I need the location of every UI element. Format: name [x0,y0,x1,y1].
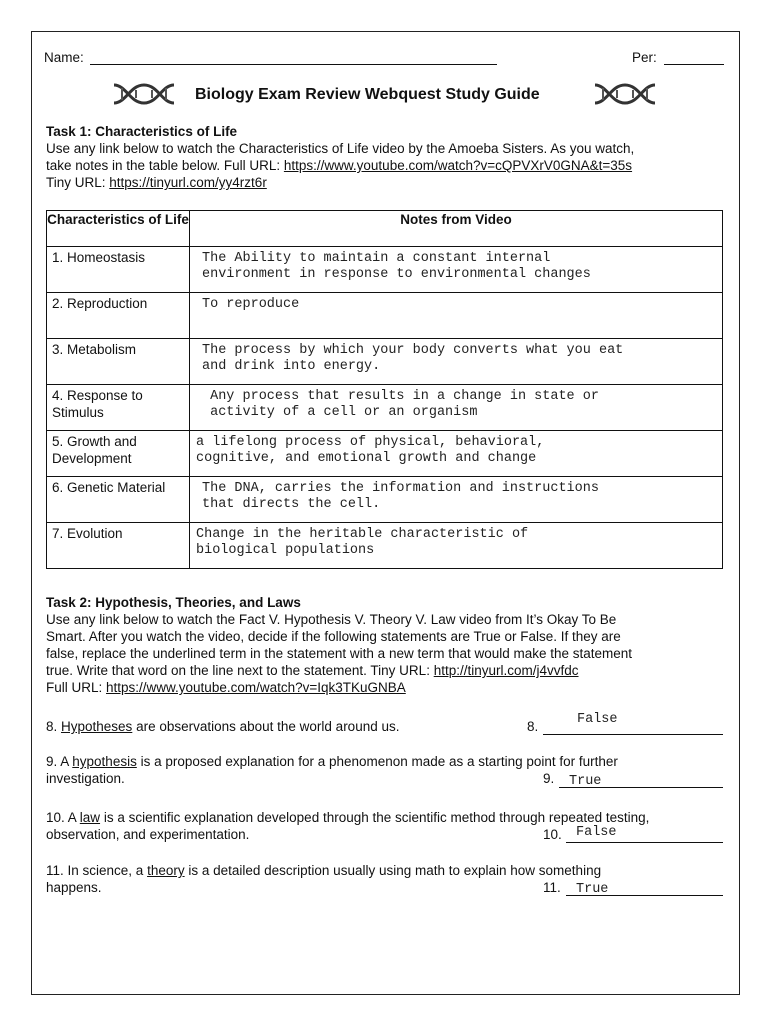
characteristic-cell [47,385,190,431]
handwritten-note: The Ability to maintain a constant internal environment in response to environmental changes [202,251,591,282]
task1-tiny-url-link[interactable]: https://tinyurl.com/yy4rzt6r [109,175,267,190]
task2-full-url-line [46,679,406,696]
question-11 [46,862,601,879]
underlined-term: law [79,810,101,825]
notes-cell[interactable] [190,523,723,569]
notes-cell[interactable] [190,477,723,523]
full-url-label: Full URL: [46,680,107,695]
notes-cell[interactable] [190,385,723,431]
characteristic-label: 7. Evolution [52,526,123,541]
worksheet-page [31,31,740,995]
question-number: 8. [46,719,62,734]
column-header-characteristics: Characteristics of Life [47,211,190,247]
dna-icon [112,81,176,107]
question-10 [46,809,649,826]
answer-9-value: True [569,774,602,789]
handwritten-note: Any process that results in a change in state or activity of a cell or an organism [210,389,599,420]
characteristic-cell [47,293,190,339]
question-9-cont: investigation. [46,771,125,786]
table-row [47,339,723,385]
characteristic-label: 2. Reproduction [52,296,148,311]
task2-instructions-2: Smart. After you watch the video, decide if the following statements are True or False. If they are [46,629,621,644]
period-line [664,64,724,65]
question-number: 11. In science, a [46,863,148,878]
handwritten-note: The DNA, carries the information and instructions that directs the cell. [202,481,599,512]
name-line [90,64,497,65]
task2-tiny-url-link[interactable]: http://tinyurl.com/j4vvfdc [433,663,579,678]
task1-instructions: Use any link below to watch the Characteristics of Life video by the Amoeba Sisters. As you watch, [46,141,635,156]
task1-instructions-2 [46,157,632,174]
dna-icon [593,81,657,107]
underlined-term: hypothesis [72,754,137,769]
task2-full-url-link[interactable]: https://www.youtube.com/watch?v=Iqk3TKuGNBA [106,680,406,695]
question-number: 10. A [46,810,80,825]
characteristic-cell [47,431,190,477]
question-text: are observations about the world around us. [132,719,400,734]
table-row [47,293,723,339]
page-title: Biology Exam Review Webquest Study Guide [195,86,540,103]
handwritten-note: To reproduce [202,297,300,312]
task2-instructions-4 [46,662,579,679]
answer-8-line[interactable] [543,734,723,735]
answer-8-value: False [577,712,618,727]
question-number: 9. A [46,754,73,769]
table-row [47,523,723,569]
handwritten-note: Change in the heritable characteristic of biological populations [196,527,529,558]
task2-text: true. Write that word on the line next to the statement. Tiny URL: [46,663,434,678]
handwritten-note: The process by which your body converts what you eat and drink into energy. [202,343,624,374]
characteristic-label: 3. Metabolism [52,342,137,357]
column-header-notes: Notes from Video [190,211,723,247]
characteristics-table [46,210,723,569]
handwritten-note: a lifelong process of physical, behavioral, cognitive, and emotional growth and change [196,435,545,466]
underlined-term: Hypotheses [61,719,133,734]
task1-full-url-link[interactable]: https://www.youtube.com/watch?v=cQPVXrV0GNA&t=35s [283,158,633,173]
name-label: Name: [44,50,84,65]
answer-11-number: 11. [543,880,561,895]
question-text: is a detailed description usually using math to explain how something [184,863,602,878]
answer-10-line[interactable] [566,842,723,843]
answer-11-value: True [576,882,609,897]
answer-10-value: False [576,825,617,840]
task1-heading: Task 1: Characteristics of Life [46,124,238,139]
characteristic-label: 5. Growth and Development [52,434,137,466]
notes-cell[interactable] [190,339,723,385]
characteristic-cell [47,247,190,293]
table-row [47,477,723,523]
notes-cell[interactable] [190,293,723,339]
table-row [47,385,723,431]
task2-instructions-1: Use any link below to watch the Fact V. Hypothesis V. Theory V. Law video from It’s Okay To Be [46,612,617,627]
task2-heading: Task 2: Hypothesis, Theories, and Laws [46,595,301,610]
task2-instructions-3: false, replace the underlined term in the statement with a new term that would make the statement [46,646,633,661]
question-11-cont: happens. [46,880,102,895]
table-row [47,247,723,293]
answer-8-number: 8. [527,719,539,734]
question-8 [46,718,399,735]
notes-cell[interactable] [190,431,723,477]
underlined-term: theory [147,863,185,878]
question-text: is a scientific explanation developed through the scientific method through repeated testing, [100,810,650,825]
table-row [47,431,723,477]
characteristic-cell [47,477,190,523]
characteristic-label: 4. Response to Stimulus [52,388,143,420]
characteristic-label: 1. Homeostasis [52,250,146,265]
task1-tiny-url-line [46,174,267,191]
characteristic-cell [47,523,190,569]
period-label: Per: [632,50,657,65]
characteristic-cell [47,339,190,385]
notes-cell[interactable] [190,247,723,293]
characteristic-label: 6. Genetic Material [52,480,166,495]
answer-10-number: 10. [543,827,562,842]
question-10-cont: observation, and experimentation. [46,827,250,842]
tiny-url-label: Tiny URL: [46,175,110,190]
question-9 [46,753,618,770]
answer-9-number: 9. [543,771,555,786]
task1-text: take notes in the table below. Full URL: [46,158,284,173]
question-text: is a proposed explanation for a phenomenon made as a starting point for further [136,754,618,769]
